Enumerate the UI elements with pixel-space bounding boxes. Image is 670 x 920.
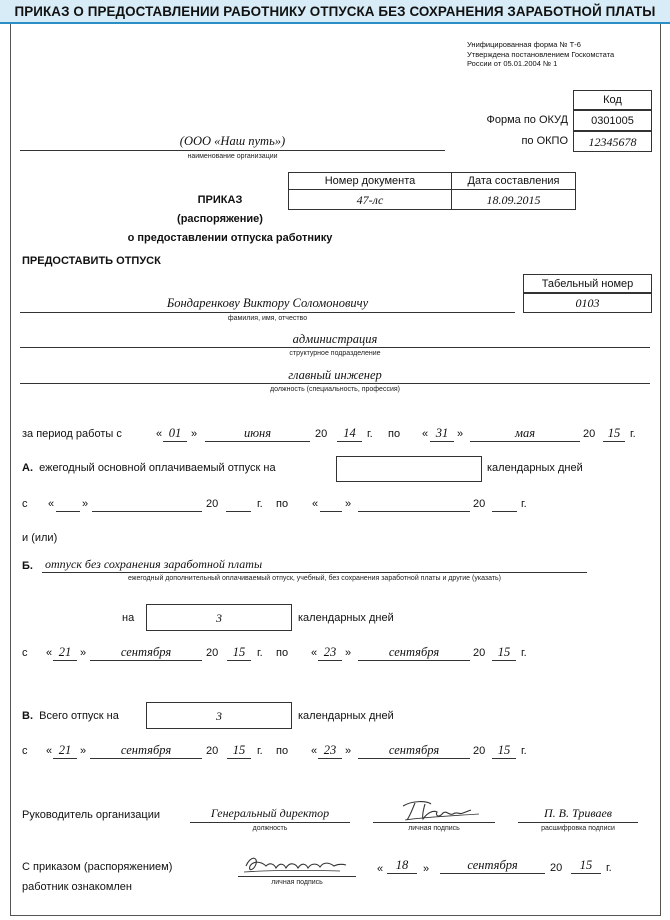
section-v-to-year-suffix: г.	[521, 745, 527, 757]
doc-number-value: 47-лс	[288, 189, 452, 210]
section-b-to-day: 23	[323, 645, 337, 659]
section-v-from-day-line	[53, 758, 77, 759]
period-to-day: 31	[435, 426, 449, 440]
okpo-value: 12345678	[573, 131, 652, 152]
section-v-to-quote-open: «	[311, 745, 318, 757]
doc-number-header: Номер документа	[288, 172, 452, 190]
section-a-from-year-line	[226, 511, 251, 512]
head-decoded-name: П. В. Триваев	[543, 806, 613, 820]
employee-signature-caption: личная подпись	[271, 879, 323, 886]
employee-name-line	[20, 312, 515, 313]
section-a-to-label: по	[276, 498, 289, 510]
acquainted-day: 18	[395, 858, 409, 872]
section-b-from-quote-open: «	[46, 647, 53, 659]
period-from-quote-close: »	[191, 428, 198, 440]
section-v-to-month: сентября	[388, 743, 440, 757]
acquainted-line2: работник ознакомлен	[22, 881, 132, 893]
section-v-to-day: 23	[323, 743, 337, 757]
section-b-letter: Б.	[22, 560, 33, 572]
period-to-label: по	[388, 428, 401, 440]
section-b-to-month: сентября	[388, 645, 440, 659]
organization-name: (ООО «Наш путь»)	[179, 134, 286, 148]
order-subtitle: (распоряжение)	[177, 213, 263, 225]
employee-signature-line	[238, 876, 356, 877]
head-signature-image	[395, 798, 485, 824]
section-b-from-day: 21	[58, 645, 72, 659]
section-v-to-label: по	[276, 745, 289, 757]
section-b-from-label: с	[22, 647, 28, 659]
section-v-from-quote-open: «	[46, 745, 53, 757]
section-a-from-quote-open: «	[48, 498, 55, 510]
tab-number-value: 0103	[523, 293, 652, 313]
section-b-from-month: сентября	[120, 645, 172, 659]
section-a-from-day-line	[56, 511, 80, 512]
acquainted-day-line	[387, 873, 417, 874]
form-info	[467, 40, 614, 69]
acquainted-century: 20	[550, 862, 563, 874]
section-b-from-year-line	[227, 660, 251, 661]
section-a-to-day-line	[320, 511, 342, 512]
head-position-caption: должность	[252, 825, 288, 832]
and-or-label: и (или)	[22, 532, 58, 544]
section-a-from-month-line	[92, 511, 202, 512]
period-to-year: 15	[607, 426, 621, 440]
period-from-month-line	[205, 441, 310, 442]
acquainted-line1: С приказом (распоряжением)	[22, 861, 173, 873]
period-to-year-suffix: г.	[630, 428, 636, 440]
section-v-text: Всего отпуск на	[39, 710, 119, 722]
okud-value: 0301005	[573, 110, 652, 131]
section-a-to-quote-open: «	[312, 498, 319, 510]
department-value: администрация	[292, 332, 378, 346]
employee-name-caption: фамилия, имя, отчество	[227, 315, 308, 322]
position-line	[20, 383, 650, 384]
section-b-type-line	[42, 572, 587, 573]
acquainted-year-line	[571, 873, 601, 874]
section-v-to-year-line	[492, 758, 516, 759]
section-b-from-year-suffix: г.	[257, 647, 263, 659]
section-v-to-quote-close: »	[345, 745, 352, 757]
section-a-from-year-suffix: г.	[257, 498, 263, 510]
section-a-from-quote-close: »	[82, 498, 89, 510]
section-b-from-quote-close: »	[80, 647, 87, 659]
form-info-line3: России от 05.01.2004 № 1	[467, 59, 558, 68]
section-v-from-month-line	[90, 758, 202, 759]
section-b-to-day-line	[318, 660, 342, 661]
period-to-day-line	[430, 441, 454, 442]
form-info-line2: Утверждена постановлением Госкомстата	[467, 49, 615, 59]
head-decoded-line	[518, 822, 638, 823]
section-a-to-quote-close: »	[345, 498, 352, 510]
section-v-from-year-line	[227, 758, 251, 759]
period-from-month: июня	[243, 426, 272, 440]
acquainted-quote-open: «	[377, 863, 384, 875]
head-signature-line	[373, 822, 495, 823]
head-signature-caption: личная подпись	[408, 825, 460, 832]
head-label: Руководитель организации	[22, 809, 161, 821]
document-title: ПРИКАЗ О ПРЕДОСТАВЛЕНИИ РАБОТНИКУ ОТПУСКА БЕЗ СОХРАНЕНИЯ ЗАРАБОТНОЙ ПЛАТЫ	[14, 4, 656, 19]
period-to-year-line	[603, 441, 625, 442]
document-title-banner	[0, 0, 670, 24]
section-v-row	[22, 710, 119, 722]
department-line	[20, 347, 650, 348]
period-to-century: 20	[583, 428, 596, 440]
section-v-to-century: 20	[473, 745, 486, 757]
period-label: за период работы с	[22, 428, 122, 440]
section-a-text: ежегодный основной оплачиваемый отпуск на	[39, 462, 276, 474]
section-b-from-day-line	[53, 660, 77, 661]
employee-signature-image	[240, 852, 350, 878]
section-b-from-month-line	[90, 660, 202, 661]
period-from-year-line	[337, 441, 362, 442]
okpo-label: по ОКПО	[521, 135, 568, 147]
section-b-type: отпуск без сохранения заработной платы	[45, 557, 263, 571]
section-b-to-year-line	[492, 660, 516, 661]
head-position: Генеральный директор	[210, 806, 330, 820]
acquainted-month: сентября	[467, 858, 518, 872]
position-caption: должность (специальность, профессия)	[270, 386, 400, 393]
section-v-from-year-suffix: г.	[257, 745, 263, 757]
doc-date-value: 18.09.2015	[451, 189, 576, 210]
tab-number-header: Табельный номер	[523, 274, 652, 293]
section-b-on-label: на	[122, 612, 135, 624]
section-v-from-quote-close: »	[80, 745, 87, 757]
section-a-letter: А.	[22, 462, 33, 474]
section-v-to-year: 15	[497, 743, 511, 757]
order-title: ПРИКАЗ	[197, 194, 243, 206]
section-v-to-day-line	[318, 758, 342, 759]
section-a-row	[22, 462, 276, 474]
acquainted-month-line	[440, 873, 545, 874]
section-b-days-label: календарных дней	[298, 612, 394, 624]
section-b-caption: ежегодный дополнительный оплачиваемый отпуск, учебный, без сохранения заработной платы и другие (указать)	[127, 575, 502, 582]
section-v-from-day: 21	[58, 743, 72, 757]
section-b-to-month-line	[358, 660, 470, 661]
section-v-letter: В.	[22, 710, 33, 722]
acquainted-quote-close: »	[423, 863, 430, 875]
section-b-to-quote-close: »	[345, 647, 352, 659]
period-from-quote-open: «	[156, 428, 163, 440]
section-a-to-century: 20	[473, 498, 486, 510]
head-position-line	[190, 822, 350, 823]
form-info-line1: Унифицированная форма № Т-6	[467, 40, 581, 49]
section-v-days-label: календарных дней	[298, 710, 394, 722]
period-to-quote-open: «	[422, 428, 429, 440]
period-from-day-line	[163, 441, 187, 442]
okud-label: Форма по ОКУД	[486, 114, 568, 126]
organization-caption: наименование организации	[187, 153, 278, 160]
period-to-month-line	[470, 441, 580, 442]
position-value: главный инженер	[288, 368, 382, 382]
section-v-from-month: сентября	[120, 743, 172, 757]
section-a-days-box	[336, 456, 482, 482]
section-b-from-century: 20	[206, 647, 219, 659]
section-a-from-label: с	[22, 498, 28, 510]
department-caption: структурное подразделение	[289, 350, 381, 357]
period-to-month: мая	[514, 426, 536, 440]
period-from-year-suffix: г.	[367, 428, 373, 440]
section-v-to-month-line	[358, 758, 470, 759]
section-a-from-century: 20	[206, 498, 219, 510]
section-a-days-label: календарных дней	[487, 462, 583, 474]
grant-leave-heading: ПРЕДОСТАВИТЬ ОТПУСК	[22, 255, 161, 267]
head-decoded-caption: расшифровка подписи	[541, 825, 615, 832]
period-from-day: 01	[168, 426, 182, 440]
doc-date-header: Дата составления	[451, 172, 576, 190]
section-b-days-box: 3	[146, 604, 292, 631]
period-from-century: 20	[315, 428, 328, 440]
code-header: Код	[573, 90, 652, 110]
section-b-from-year: 15	[232, 645, 246, 659]
organization-line	[20, 150, 445, 151]
acquainted-year-suffix: г.	[606, 862, 612, 874]
order-about: о предоставлении отпуска работнику	[127, 232, 333, 244]
section-a-to-year-suffix: г.	[521, 498, 527, 510]
section-v-from-century: 20	[206, 745, 219, 757]
section-v-from-year: 15	[232, 743, 246, 757]
section-a-to-year-line	[492, 511, 517, 512]
period-from-year: 14	[343, 426, 356, 440]
section-v-days-box: 3	[146, 702, 292, 729]
section-b-to-year: 15	[497, 645, 511, 659]
acquainted-year: 15	[579, 858, 593, 872]
section-v-from-label: с	[22, 745, 28, 757]
section-b-to-year-suffix: г.	[521, 647, 527, 659]
section-a-to-month-line	[358, 511, 470, 512]
section-b-to-label: по	[276, 647, 289, 659]
employee-name: Бондаренкову Виктору Соломоновичу	[166, 296, 369, 310]
section-b-to-century: 20	[473, 647, 486, 659]
period-to-quote-close: »	[457, 428, 464, 440]
section-b-to-quote-open: «	[311, 647, 318, 659]
